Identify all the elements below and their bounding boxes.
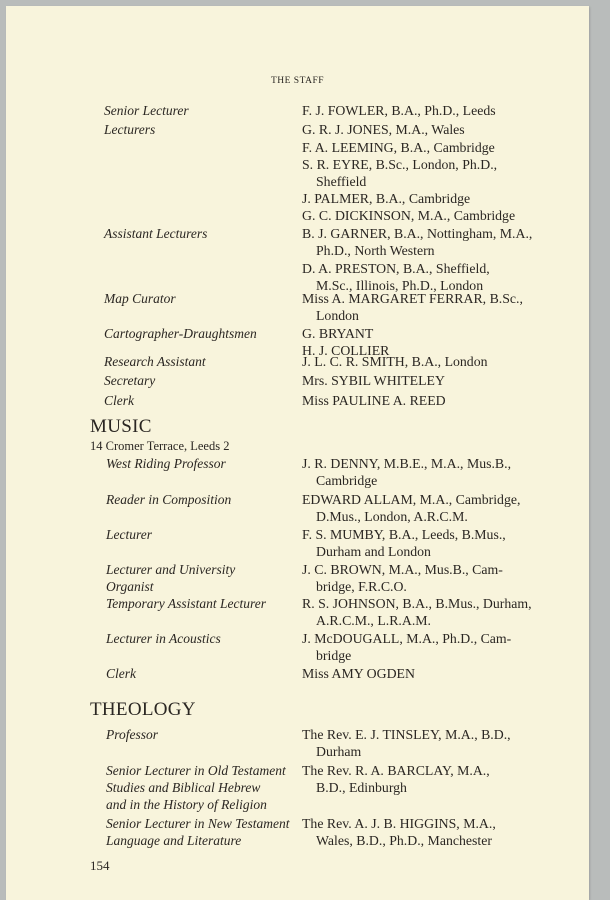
role-label: Temporary Assistant Lecturer [106,596,267,611]
staff-name-continuation: London [316,308,359,323]
staff-name-continuation: Sheffield [316,174,367,189]
staff-name: G. C. DICKINSON, M.A., Cambridge [302,208,516,223]
staff-name-continuation: D.Mus., London, A.R.C.M. [316,509,468,524]
staff-name: G. BRYANT [302,326,374,341]
role-line: Language and Literature [106,833,242,848]
staff-name-continuation: Wales, B.D., Ph.D., Manchester [316,833,492,848]
staff-name: Mrs. SYBIL WHITELEY [302,373,445,388]
role-label: Research Assistant [104,354,206,369]
staff-name-line: S. R. EYRE, B.Sc., London, Ph.D., [302,157,498,172]
staff-name-continuation: M.Sc., Illinois, Ph.D., London [316,278,484,293]
role-line: Senior Lecturer in Old Testament [106,763,286,778]
role-label: Lecturers [104,122,156,137]
section-title: THEOLOGY [90,699,196,720]
staff-name-line: J. McDOUGALL, M.A., Ph.D., Cam- [302,631,512,646]
staff-name-continuation: Ph.D., North Western [316,243,435,258]
staff-name-line: Miss A. MARGARET FERRAR, B.Sc., [302,291,523,306]
role-label: West Riding Professor [106,456,226,471]
staff-name [302,762,550,796]
staff-name: F. A. LEEMING, B.A., Cambridge [302,140,495,155]
staff-name-continuation: Durham and London [316,544,431,559]
staff-name [302,726,550,760]
role-line: and in the History of Religion [106,797,267,812]
staff-name-continuation: bridge [316,648,352,663]
staff-name [302,260,550,294]
document-page [6,6,589,900]
role-label: Map Curator [104,291,176,306]
role-label: Lecturer in Acoustics [106,631,221,646]
staff-name [302,156,550,190]
staff-name [302,455,550,489]
staff-name [302,630,550,664]
staff-name-line: EDWARD ALLAM, M.A., Cambridge, [302,492,521,507]
role-label: Lecturer [106,527,152,542]
staff-name: F. J. FOWLER, B.A., Ph.D., Leeds [302,103,496,118]
staff-name-line: The Rev. R. A. BARCLAY, M.A., [302,763,490,778]
staff-name-line: D. A. PRESTON, B.A., Sheffield, [302,261,490,276]
staff-name-line: F. S. MUMBY, B.A., Leeds, B.Mus., [302,527,506,542]
role-label: Reader in Composition [106,492,232,507]
staff-name-continuation: B.D., Edinburgh [316,780,407,795]
staff-name-continuation: Cambridge [316,473,378,488]
staff-name-line: B. J. GARNER, B.A., Nottingham, M.A., [302,226,533,241]
staff-name-continuation: bridge, F.R.C.O. [316,579,407,594]
staff-name-line: J. C. BROWN, M.A., Mus.B., Cam- [302,562,503,577]
staff-name [302,225,550,259]
page-number: 154 [90,858,110,873]
role-label [106,815,311,849]
staff-name-continuation: Durham [316,744,362,759]
role-label [106,561,306,595]
role-label [106,762,311,813]
staff-name [302,290,550,324]
running-head: THE STAFF [270,76,325,86]
role-label: Clerk [104,393,134,408]
staff-name [302,526,550,560]
role-line: Organist [106,579,154,594]
role-label: Assistant Lecturers [104,226,208,241]
staff-name-line: The Rev. E. J. TINSLEY, M.A., B.D., [302,727,511,742]
staff-name [302,561,550,595]
role-label: Professor [106,727,159,742]
role-label: Secretary [104,373,156,388]
staff-name: J. PALMER, B.A., Cambridge [302,191,471,206]
role-line: Senior Lecturer in New Testament [106,816,290,831]
staff-name [302,595,550,629]
staff-name [302,815,550,849]
section-title: MUSIC [90,416,152,437]
role-label: Clerk [106,666,136,681]
staff-name: G. R. J. JONES, M.A., Wales [302,122,465,137]
staff-name: Miss AMY OGDEN [302,666,415,681]
role-line: Lecturer and University [106,562,236,577]
staff-name [302,491,550,525]
staff-name: H. J. COLLIER [302,343,390,358]
section-address: 14 Cromer Terrace, Leeds 2 [90,439,230,453]
staff-name-line: J. R. DENNY, M.B.E., M.A., Mus.B., [302,456,512,471]
role-label: Senior Lecturer [104,103,189,118]
role-line: Studies and Biblical Hebrew [106,780,261,795]
staff-name: J. L. C. R. SMITH, B.A., London [302,354,488,369]
staff-name: Miss PAULINE A. REED [302,393,446,408]
staff-name-continuation: A.R.C.M., L.R.A.M. [316,613,431,628]
staff-name-line: The Rev. A. J. B. HIGGINS, M.A., [302,816,496,831]
role-label: Cartographer-Draughtsmen [104,326,257,341]
staff-name-line: R. S. JOHNSON, B.A., B.Mus., Durham, [302,596,532,611]
